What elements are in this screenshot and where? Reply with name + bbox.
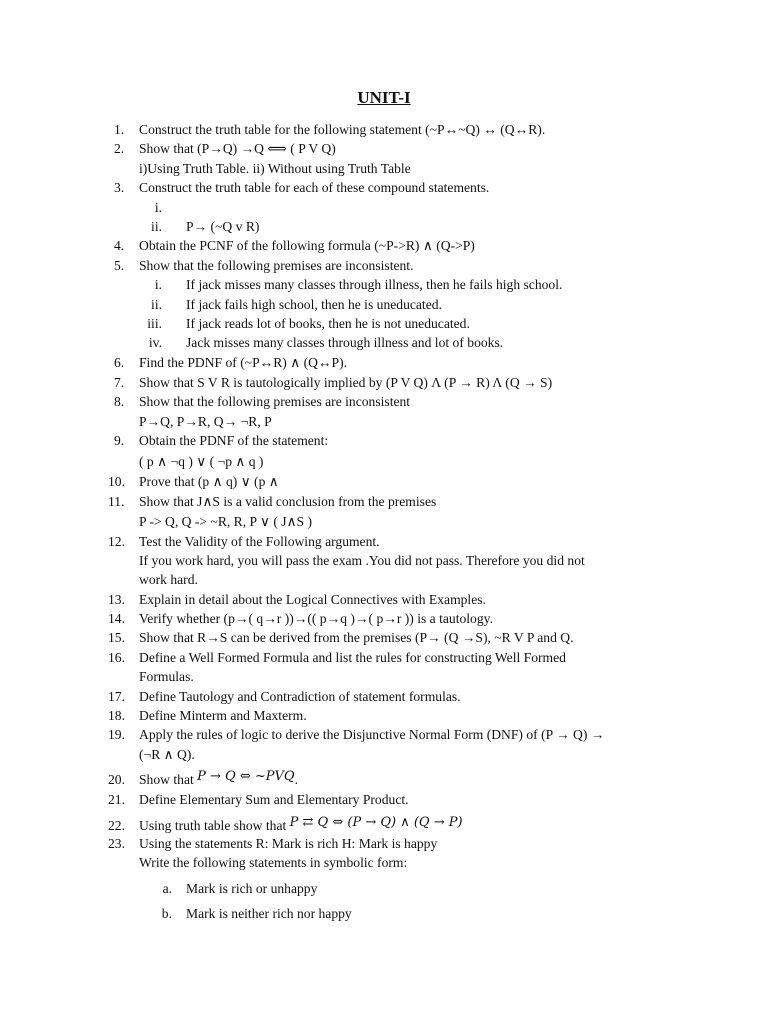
question-23-text: Using the statements R: Mark is rich H: Mark is happy [139,836,438,851]
question-number: 10. [108,474,125,489]
question-5-sub-ii: If jack fails high school, then he is uneducated. [186,297,442,312]
question-5-sub-iii: If jack reads lot of books, then he is not uneducated. [186,316,470,331]
sub-number: b. [161,906,172,921]
question-number: 23. [108,836,125,851]
page-title: UNIT-I [357,88,411,107]
question-3-sub-ii: P→ (~Q v R) [186,219,260,234]
question-9-sub: ( p ∧ ¬q ) ∨ ( ¬p ∧ q ) [139,454,264,469]
question-14-text: Verify whether (p→( q→r ))→(( p→q )→( p→r )) is a tautology. [139,611,493,626]
question-19-text: Apply the rules of logic to derive the Disjunctive Normal Form (DNF) of (P → Q) → [139,727,605,742]
question-12-text: Test the Validity of the Following argument. [139,534,380,549]
question-number: 18. [108,708,125,723]
question-number: 3. [114,180,125,195]
question-number: 16. [108,650,125,665]
question-8-text: Show that the following premises are inconsistent [139,394,411,409]
question-6-text: Find the PDNF of (~P↔R) ∧ (Q↔P). [139,355,348,370]
question-number: 22. [108,818,125,833]
question-number: 13. [108,592,125,607]
question-7-text: Show that S V R is tautologically implied by (P V Q) Λ (P → R) Λ (Q → S) [139,375,553,390]
question-19-sub: (¬R ∧ Q). [139,747,195,762]
question-5-sub-iv: Jack misses many classes through illness and lot of books. [186,335,504,350]
sub-number: ii. [151,219,162,234]
question-22-line [139,815,463,835]
sub-number: ii. [151,297,162,312]
question-number: 11. [108,494,125,509]
question-number: 4. [114,238,125,253]
sub-number: i. [154,277,162,292]
question-number: 2. [114,141,125,156]
question-number: 20. [108,772,125,787]
question-2-sub: i)Using Truth Table. ii) Without using Truth Table [139,161,411,176]
question-number: 21. [108,792,125,807]
sub-number: iii. [147,316,162,331]
question-11-sub: P -> Q, Q -> ~R, R, P ∨ ( J∧S ) [139,514,313,529]
question-1-text: Construct the truth table for the following statement (~P↔~Q) ↔ (Q↔R). [139,122,546,137]
question-number: 12. [108,534,125,549]
question-number: 6. [114,355,125,370]
question-22-formula: P ⇄ Q ⇔ (P → Q) ∧ (Q → P) [289,815,463,830]
question-16-sub: Formulas. [139,669,194,684]
question-number: 17. [108,689,125,704]
question-20-line [139,769,298,789]
question-13-text: Explain in detail about the Logical Connectives with Examples. [139,592,486,607]
question-18-text: Define Minterm and Maxterm. [139,708,307,723]
question-8-sub: P→Q, P→R, Q→ ¬R, P [139,414,272,429]
question-12-sub2: work hard. [139,572,198,587]
question-number: 15. [108,630,125,645]
question-20-text: Show that [139,772,198,787]
question-11-text: Show that J∧S is a valid conclusion from the premises [139,494,437,509]
question-3-text: Construct the truth table for each of these compound statements. [139,180,490,195]
sub-number: iv. [148,335,162,350]
sub-number: a. [162,881,172,896]
question-number: 14. [108,611,125,626]
question-9-text: Obtain the PDNF of the statement: [139,433,329,448]
question-4-text: Obtain the PCNF of the following formula (~P->R) ∧ (Q->P) [139,238,475,253]
question-15-text: Show that R→S can be derived from the premises (P→ (Q →S), ~R V P and Q. [139,630,574,645]
question-20-formula: P → Q ⇔ ~PVQ [197,769,295,784]
question-12-sub: If you work hard, you will pass the exam .You did not pass. Therefore you did not [139,553,585,568]
question-2-text: Show that (P→Q) →Q ⟺ ( P V Q) [139,141,336,156]
question-23-sub-a: Mark is rich or unhappy [186,881,318,896]
question-23-sub: Write the following statements in symbolic form: [139,855,408,870]
question-5-sub-i: If jack misses many classes through illness, then he fails high school. [186,277,563,292]
question-17-text: Define Tautology and Contradiction of statement formulas. [139,689,461,704]
question-20-tail: . [294,772,298,787]
question-number: 8. [114,394,125,409]
question-10-text: Prove that (p ∧ q) ∨ (p ∧ [139,474,279,489]
question-21-text: Define Elementary Sum and Elementary Product. [139,792,409,807]
question-number: 19. [108,727,125,742]
question-23-sub-b: Mark is neither rich nor happy [186,906,352,921]
question-number: 9. [114,433,125,448]
question-16-text: Define a Well Formed Formula and list the rules for constructing Well Formed [139,650,566,665]
sub-number: i. [154,200,162,215]
question-number: 7. [114,375,125,390]
question-22-text: Using truth table show that [139,818,290,833]
question-number: 1. [114,122,125,137]
question-number: 5. [114,258,125,273]
question-5-text: Show that the following premises are inconsistent. [139,258,414,273]
